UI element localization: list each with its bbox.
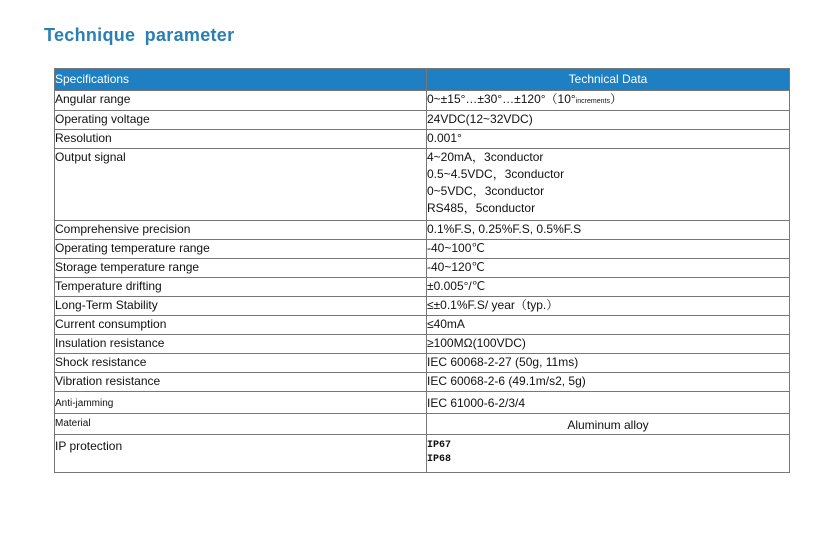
table-row	[55, 91, 790, 111]
output-signal-line: 4~20mA，3conductor	[427, 150, 544, 164]
row-label-storage-temp: Storage temperature range	[55, 259, 427, 278]
output-signal-line: 0~5VDC，3conductor	[427, 184, 545, 198]
row-value-shock: IEC 60068-2-27 (50g, 11ms)	[427, 354, 790, 373]
spec-table	[54, 68, 790, 473]
output-signal-line: RS485，5conductor	[427, 201, 536, 215]
table-row	[55, 111, 790, 130]
row-value-material: Aluminum alloy	[427, 414, 790, 435]
row-value-output-signal	[427, 149, 790, 221]
row-value-vibration: IEC 60068-2-6 (49.1m/s2, 5g)	[427, 373, 790, 392]
table-row	[55, 392, 790, 414]
row-label-temp-drift: Temperature drifting	[55, 278, 427, 297]
angular-range-main: 0~±15°…±30°…±120°（10°	[427, 92, 576, 106]
row-label-resolution: Resolution	[55, 130, 427, 149]
row-value-operating-temp: -40~100℃	[427, 240, 790, 259]
header-technical-data: Technical Data	[427, 69, 790, 91]
row-label-operating-voltage: Operating voltage	[55, 111, 427, 130]
table-row	[55, 414, 790, 435]
row-label-anti-jamming: Anti-jamming	[55, 392, 427, 414]
row-value-storage-temp: -40~120℃	[427, 259, 790, 278]
page-title: Technique parameter	[44, 25, 235, 45]
output-signal-line: 0.5~4.5VDC，3conductor	[427, 167, 565, 181]
row-label-operating-temp: Operating temperature range	[55, 240, 427, 259]
row-label-stability: Long-Term Stability	[55, 297, 427, 316]
table-row	[55, 316, 790, 335]
row-value-precision: 0.1%F.S, 0.25%F.S, 0.5%F.S	[427, 221, 790, 240]
row-label-shock: Shock resistance	[55, 354, 427, 373]
row-value-insulation: ≥100MΩ(100VDC)	[427, 335, 790, 354]
row-label-current: Current consumption	[55, 316, 427, 335]
table-row	[55, 221, 790, 240]
table-row	[55, 335, 790, 354]
table-row	[55, 259, 790, 278]
row-value-stability: ≤±0.1%F.S/ year（typ.）	[427, 297, 790, 316]
row-value-angular-range	[427, 91, 790, 111]
table-row	[55, 278, 790, 297]
table-row	[55, 435, 790, 473]
row-value-temp-drift: ±0.005°/℃	[427, 278, 790, 297]
row-label-insulation: Insulation resistance	[55, 335, 427, 354]
table-row	[55, 297, 790, 316]
table-row	[55, 240, 790, 259]
row-label-output-signal: Output signal	[55, 149, 427, 221]
row-value-anti-jamming: IEC 61000-6-2/3/4	[427, 392, 790, 414]
table-row	[55, 130, 790, 149]
angular-range-end: ）	[609, 92, 622, 106]
table-row	[55, 373, 790, 392]
row-label-angular-range: Angular range	[55, 91, 427, 111]
row-label-ip-protection: IP protection	[55, 435, 427, 473]
row-label-material: Material	[55, 414, 427, 435]
table-row	[55, 354, 790, 373]
row-label-precision: Comprehensive precision	[55, 221, 427, 240]
header-specifications: Specifications	[55, 69, 427, 91]
row-value-operating-voltage: 24VDC(12~32VDC)	[427, 111, 790, 130]
ip-rating-line: IP67	[427, 440, 452, 451]
row-label-vibration: Vibration resistance	[55, 373, 427, 392]
row-value-ip-protection	[427, 435, 790, 473]
ip-rating-line: IP68	[427, 454, 452, 465]
table-header-row	[55, 69, 790, 91]
row-value-current: ≤40mA	[427, 316, 790, 335]
angular-range-sub: increments	[575, 98, 610, 105]
table-row	[55, 149, 790, 221]
row-value-resolution: 0.001°	[427, 130, 790, 149]
